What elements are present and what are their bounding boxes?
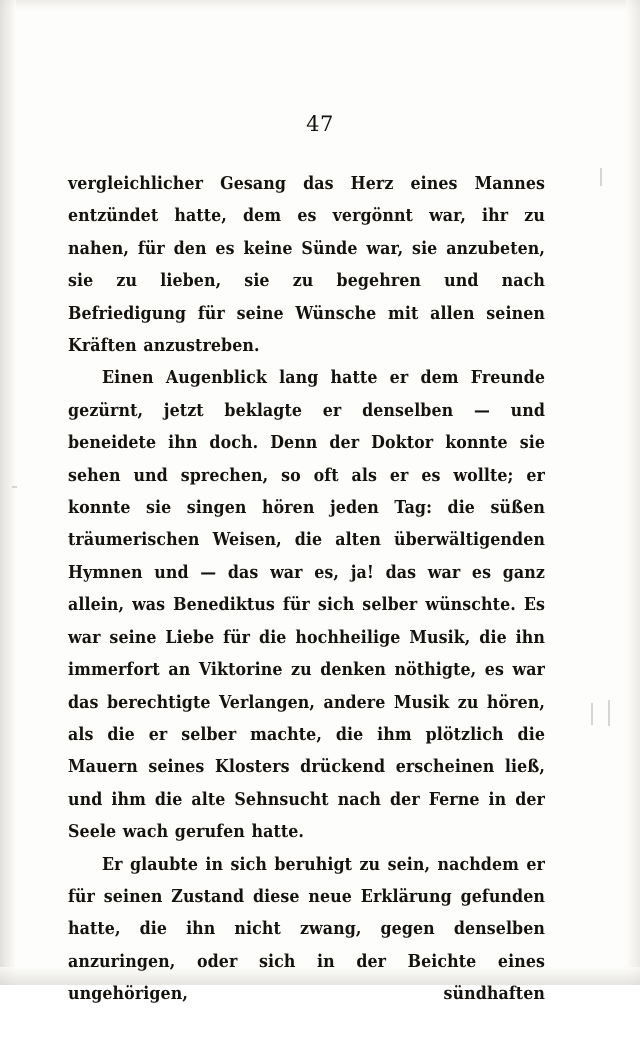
margin-speck (591, 703, 593, 725)
margin-speck (600, 168, 602, 186)
paragraph: vergleichlicher Gesang das Herz eines Mannes entzündet hatte, dem es vergönnt war, ihr zu nahen, für den es keine Sünde war, sie anzubeten, sie zu lieben, sie zu begehren und nach Befriedigung für seine Wünsche mit allen seinen Kräften anzustreben. (68, 173, 545, 357)
page-number: 47 (306, 112, 334, 136)
margin-speck (608, 700, 610, 726)
scan-edge-left (0, 0, 16, 985)
scan-edge-top (0, 0, 640, 10)
body-text (68, 168, 545, 1043)
margin-speck (12, 486, 17, 488)
paragraph: Er glaubte in sich beruhigt zu sein, nachdem er für seinen Zustand diese neue Erklärung gefunden hatte, die ihn nicht zwang, gegen denselben anzuringen, oder sich in der Beichte eines ungehörigen, sündhaften (68, 853, 545, 1005)
scan-edge-right (626, 0, 640, 985)
paragraph: Einen Augenblick lang hatte er dem Freunde gezürnt, jetzt beklagte er denselben — und beneidete ihn doch. Denn der Doktor konnte sie sehen und sprechen, so oft als er es wollte; er konnte sie singen hören jeden Tag: die süßen träumerischen Weisen, die alten überwältigenden Hymnen und — das war es, ja! das war es ganz allein, was Benediktus für sich selber wünschte. Es war seine Liebe für die hochheilige Musik, die ihn immerfort an Viktorine zu denken nöthigte, es war das berechtigte Verlangen, andere Musik zu hören, als die er selber machte, die ihm plötzlich die Mauern seines Klosters drückend erscheinen ließ, und ihm die alte Sehnsucht nach der Ferne in der Seele wach gerufen hatte. (68, 367, 545, 843)
